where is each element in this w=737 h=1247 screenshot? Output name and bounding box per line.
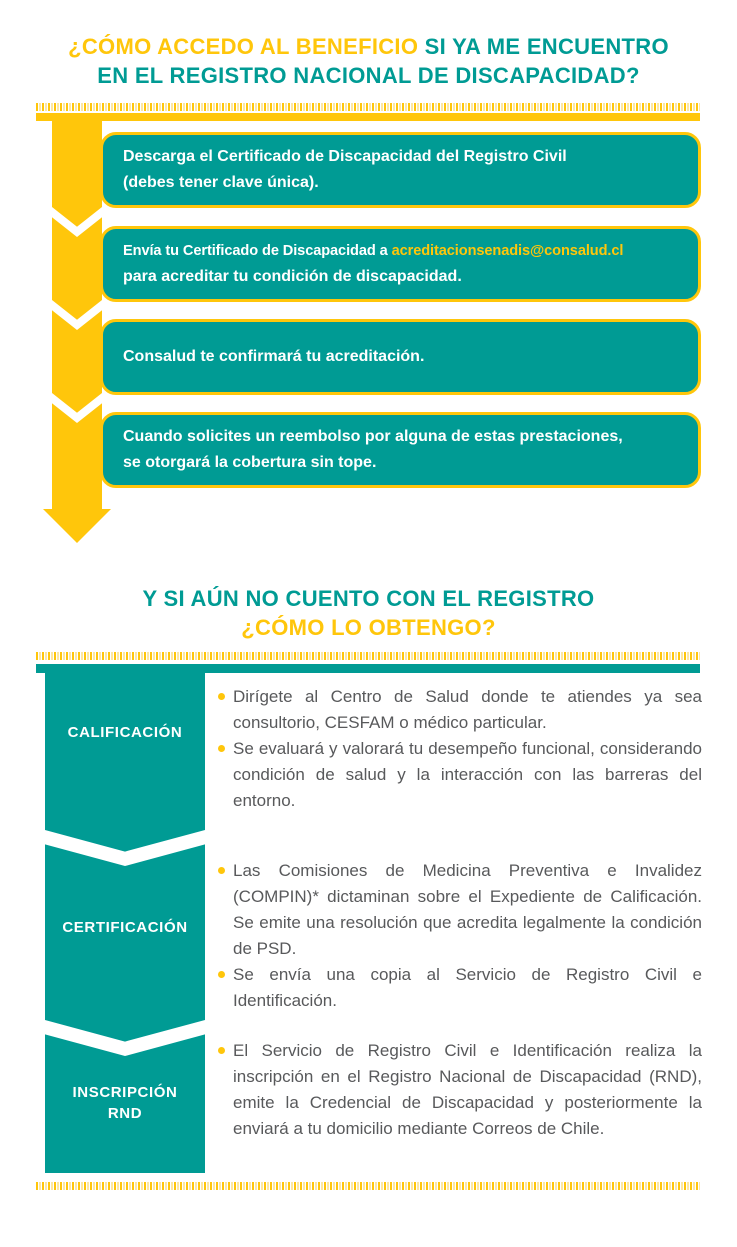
certificacion-bullet-list [218,858,702,1014]
list-item-text: Se envía una copia al Servicio de Registro Civil e Identificación. [233,965,702,1010]
stage-label-text: RND [107,1105,143,1122]
step-box-3 [100,319,701,395]
yellow-divider-bar [36,113,700,121]
step-2-text-line2: para acreditar tu condición de discapacidad. [123,268,462,285]
list-item-text: Dirígete al Centro de Salud donde te atiendes ya sea consultorio, CESFAM o médico particular. [233,687,702,732]
calificacion-bullet-list [218,684,702,814]
section1-title-yellow-part: ¿CÓMO ACCEDO AL BENEFICIO [68,34,419,59]
dashed-separator-top [36,103,700,111]
section1-title-line2: EN EL REGISTRO NACIONAL DE DISCAPACIDAD? [97,63,640,88]
section2-title [0,584,737,642]
list-item [218,1038,702,1142]
list-item [218,736,702,814]
step-1-text-line2: (debes tener clave única). [123,174,319,191]
stage-label-certificacion [45,917,205,938]
inscripcion-bullet-list [218,1038,702,1142]
dashed-separator-middle [36,652,700,660]
stage-label-text: CALIFICACIÓN [67,724,183,741]
stage-label-text: INSCRIPCIÓN [72,1084,178,1101]
down-arrow-icon [43,509,111,543]
section2-title-line1: Y SI AÚN NO CUENTO CON EL REGISTRO [142,586,595,611]
step-3-text-line1: Consalud te confirmará tu acreditación. [123,348,425,365]
section1-title-line1 [0,32,737,61]
stage-label-text: CERTIFICACIÓN [62,919,188,936]
stage-label-calificacion [45,722,205,743]
teal-divider-bar [36,664,700,673]
step-4-text-line1: Cuando solicites un reembolso por alguna de estas prestaciones, [123,428,623,445]
dashed-separator-bottom [36,1182,700,1190]
bullet-icon [218,745,225,752]
email-link[interactable]: acreditacionsenadis@consalud.cl [391,243,624,259]
list-item [218,858,702,962]
section1-title-teal-part: SI YA ME ENCUENTRO [424,34,669,59]
bullet-icon [218,971,225,978]
stage-label-inscripcion-rnd [45,1082,205,1124]
section1-title [0,32,737,90]
section2-title-line2: ¿CÓMO LO OBTENGO? [241,615,496,640]
bullet-icon [218,867,225,874]
step-2-text-line1 [123,238,688,264]
step-box-4 [100,412,701,488]
bullet-icon [218,693,225,700]
list-item-text: Las Comisiones de Medicina Preventiva e Invalidez (COMPIN)* dictaminan sobre el Expediente de Calificación. Se emite una resolución que acredita legalmente la condición de PSD. [233,861,702,958]
step-box-1 [100,132,701,208]
list-item [218,962,702,1014]
step-4-text-line2: se otorgará la cobertura sin tope. [123,454,377,471]
step-1-text-line1: Descarga el Certificado de Discapacidad del Registro Civil [123,148,567,165]
list-item-text: Se evaluará y valorará tu desempeño funcional, considerando condición de salud y la interacción con las barreras del entorno. [233,739,702,810]
bullet-icon [218,1047,225,1054]
list-item [218,684,702,736]
step-2-text-before-email: Envía tu Certificado de Discapacidad a [123,243,392,259]
list-item-text: El Servicio de Registro Civil e Identificación realiza la inscripción en el Registro Nacional de Discapacidad (RND), emite la Credencial de Discapacidad y posteriormente la enviará a tu domicilio mediante Correos de Chile. [233,1041,702,1138]
step-box-2 [100,226,701,302]
